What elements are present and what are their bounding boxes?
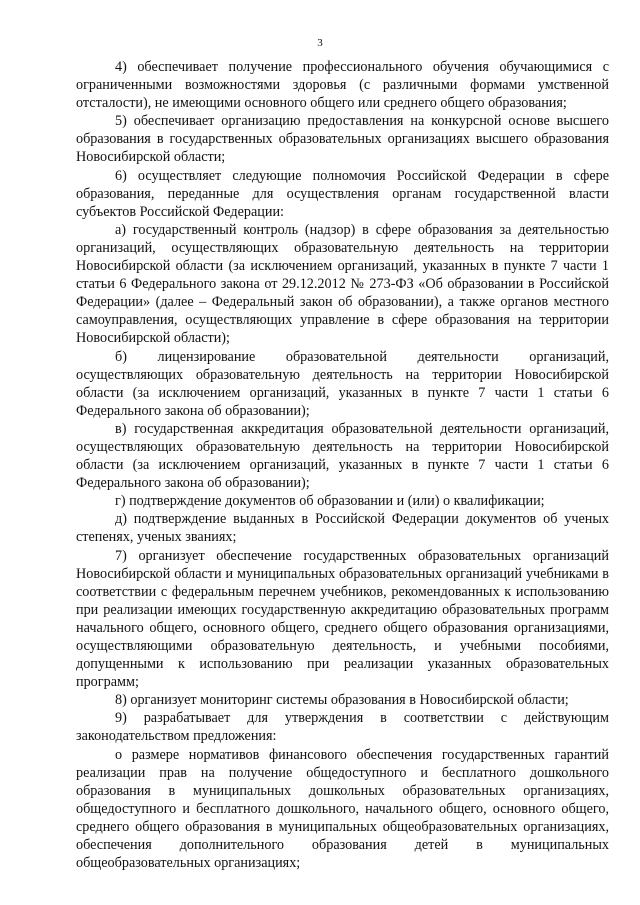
document-body — [76, 58, 609, 872]
page-number: 3 — [317, 37, 323, 49]
paragraph-item-9: 9) разрабатывает для утверждения в соответствии с действующим законодательством предложения: — [76, 710, 609, 745]
paragraph-item-7: 7) организует обеспечение государственных образовательных организаций Новосибирской области и муниципальных образовательных организаций учебниками в соответствии с федеральным перечнем учебников, рекомендованных к использованию при реализации имеющих государственную аккредитацию образовательных программ начального общего, основного общего, среднего общего образования организациями, осуществляющими образовательную деятельность, и учебными пособиями, допущенными к использованию при реализации указанных образовательных программ; — [76, 547, 609, 691]
paragraph-item-8: 8) организует мониторинг системы образования в Новосибирской области; — [115, 692, 569, 709]
paragraph-subitem-d: д) подтверждение выданных в Российской Федерации документов об ученых степенях, ученых званиях; — [76, 511, 609, 546]
paragraph-item-9-proposal: о размере нормативов финансового обеспечения государственных гарантий реализации прав на получение общедоступного и бесплатного дошкольного образования в муниципальных дошкольных образовательных организациях, общедоступного и бесплатного дошкольного, начального общего, основного общего, среднего общего образования в муниципальных общеобразовательных организациях, обеспечения дополнительного образования детей в муниципальных общеобразовательных организациях; — [76, 746, 609, 872]
paragraph-item-6: 6) осуществляет следующие полномочия Российской Федерации в сфере образования, переданные для осуществления органам государственной власти субъектов Российской Федерации: — [76, 167, 609, 220]
paragraph-subitem-a: а) государственный контроль (надзор) в сфере образования за деятельностью организаций, осуществляющих образовательную деятельность на территории Новосибирской области (за исключением организаций, указанных в пункте 7 части 1 статьи 6 Федерального закона от 29.12.2012 № 273-ФЗ «Об образовании в Российской Федерации» (далее – Федеральный закон об образовании), а также органов местного самоуправления, осуществляющих управление в сфере образования на территории Новосибирской области); — [76, 221, 609, 347]
paragraph-subitem-v: в) государственная аккредитация образовательной деятельности организаций, осуществляющих образовательную деятельность на территории Новосибирской области (за исключением организаций, указанных в пункте 7 части 1 статьи 6 Федерального закона об образовании); — [76, 420, 609, 492]
paragraph-subitem-g: г) подтверждение документов об образовании и (или) о квалификации; — [115, 493, 545, 510]
paragraph-subitem-b: б) лицензирование образовательной деятельности организаций, осуществляющих образовательную деятельность на территории Новосибирской области (за исключением организаций, указанных в пункте 7 части 1 статьи 6 Федерального закона об образовании); — [76, 348, 609, 419]
paragraph-item-4: 4) обеспечивает получение профессионального обучения обучающимися с ограниченными возможностями здоровья (с различными формами умственной отсталости), не имеющими основного общего или среднего общего образования; — [76, 59, 609, 112]
paragraph-item-5: 5) обеспечивает организацию предоставления на конкурсной основе высшего образования в государственных образовательных организациях высшего образования Новосибирской области; — [76, 113, 609, 166]
